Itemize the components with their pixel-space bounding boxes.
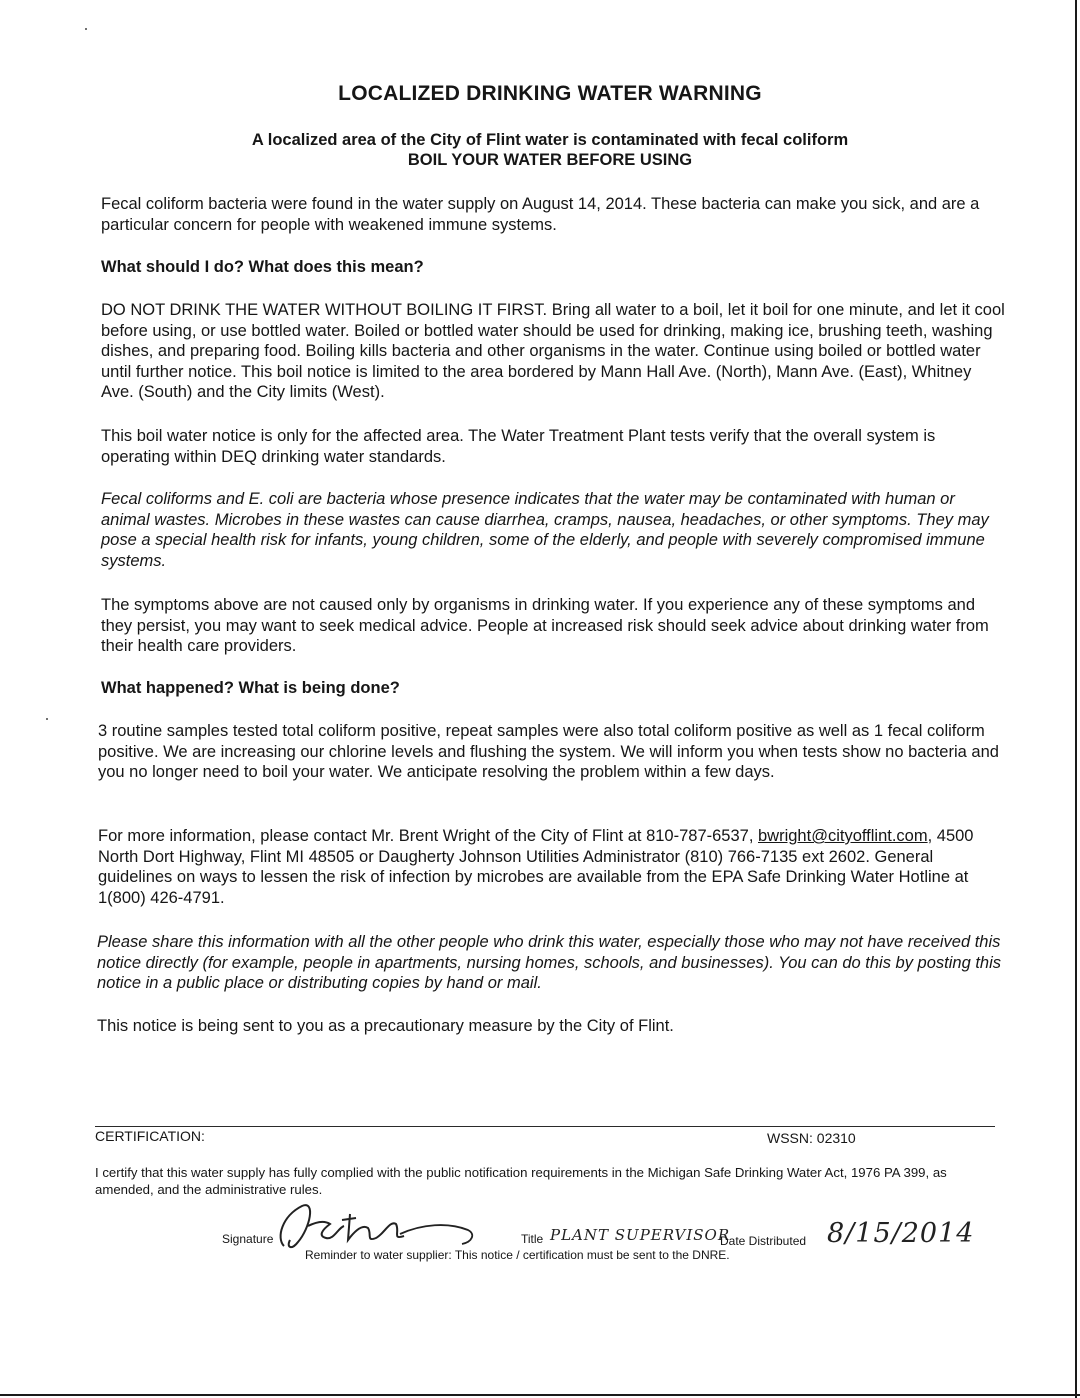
- paragraph-fecal-coliforms: [101, 489, 1006, 571]
- page-title: LOCALIZED DRINKING WATER WARNING: [338, 82, 762, 105]
- subtitle-boil-water: BOIL YOUR WATER BEFORE USING: [407, 151, 693, 169]
- affected-area-text: This boil water notice is only for the affected area. The Water Treatment Plant tests verify that the overall system is operating within DEQ drinking water standards.: [101, 427, 936, 466]
- contact-text: [98, 826, 1003, 908]
- scan-border-right: [1075, 0, 1077, 1398]
- signature-label: Signature: [222, 1232, 274, 1246]
- intro-paragraph: [101, 194, 1006, 235]
- heading-what-to-do: What should I do? What does this mean?: [101, 258, 424, 276]
- paragraph-do-not-drink: [101, 300, 1006, 403]
- contact-after: , 4500 North Dort Highway, Flint MI 48505 or Daugherty Johnson Utilities Administrator (810) 766-7135 ext 2602. General guidelines on ways to lessen the risk of infection by microbes are available from the EPA Safe Drinking Water Hotline at 1(800) 426-4791.: [98, 827, 974, 907]
- do-not-drink-text: DO NOT DRINK THE WATER WITHOUT BOILING IT FIRST. Bring all water to a boil, let it boil for one minute, and let it cool before using, or use bottled water. Boiled or bottled water should be used for drinking, making ice, brushing teeth, washing dishes, and preparing food. Boiling kills bacteria and other organisms in the water. Continue using boiled or bottled water until further notice. This boil notice is limited to the area bordered by Mann Hall Ave. (North), Mann Ave. (East), Whitney Ave. (South) and the City limits (West).: [101, 301, 1005, 402]
- symptoms-text: The symptoms above are not caused only by organisms in drinking water. If you experience any of these symptoms and they persist, you may want to seek medical advice. People at increased risk should seek advice about drinking water from their health care providers.: [101, 596, 989, 656]
- paragraph-samples: [98, 721, 1003, 783]
- fecal-coliforms-text: Fecal coliforms and E. coli are bacteria whose presence indicates that the water may be contaminated with human or animal wastes. Microbes in these wastes can cause diarrhea, cramps, nausea, headaches, or other symptoms. They may pose a special health risk for infants, young children, some of the elderly, and people with severely compromised immune systems.: [101, 490, 989, 570]
- samples-text: 3 routine samples tested total coliform positive, repeat samples were also total coliform positive as well as 1 fecal coliform positive. We are increasing our chlorine levels and flushing the system. We will inform you when tests show no bacteria and you no longer need to boil your water. We anticipate resolving the problem within a few days.: [98, 722, 999, 782]
- title-value: PLANT SUPERVISOR: [550, 1226, 731, 1244]
- contact-email-link[interactable]: bwright@cityofflint.com: [758, 827, 928, 845]
- subtitle-contamination: A localized area of the City of Flint water is contaminated with fecal coliform: [251, 131, 849, 149]
- date-distributed-value: 8/15/2014: [827, 1218, 975, 1249]
- scan-border-bottom: [0, 1394, 1080, 1396]
- certification-divider: [95, 1126, 995, 1127]
- paragraph-share: [97, 932, 1002, 994]
- paragraph-symptoms: [101, 595, 1006, 657]
- wssn-number: WSSN: 02310: [767, 1130, 856, 1146]
- reminder-text: Reminder to water supplier: This notice / certification must be sent to the DNRE.: [305, 1248, 730, 1262]
- paragraph-affected-area: [101, 426, 1006, 467]
- heading-what-happened: What happened? What is being done?: [101, 679, 400, 697]
- title-label: Title: [521, 1232, 544, 1246]
- scan-speck: [46, 718, 48, 720]
- date-distributed-label: Date Distributed: [720, 1234, 807, 1248]
- scan-speck: [85, 28, 87, 30]
- intro-text: Fecal coliform bacteria were found in the water supply on August 14, 2014. These bacteria can make you sick, and are a particular concern for people with weakened immune systems.: [101, 195, 980, 234]
- precaution-text: This notice is being sent to you as a precautionary measure by the City of Flint.: [97, 1017, 674, 1035]
- paragraph-contact: [98, 826, 1003, 908]
- contact-before: For more information, please contact Mr. Brent Wright of the City of Flint at 810-787-6537,: [98, 827, 758, 845]
- certification-text: I certify that this water supply has fully complied with the public notification requirements in the Michigan Safe Drinking Water Act, 1976 PA 399, as amended, and the administrative rules.: [95, 1165, 947, 1197]
- paragraph-precaution: [97, 1016, 1002, 1037]
- share-text: Please share this information with all the other people who drink this water, especially those who may not have received this notice directly (for example, people in apartments, nursing homes, schools, and businesses). You can do this by posting this notice in a public place or distributing copies by hand or mail.: [97, 933, 1002, 993]
- certification-label: CERTIFICATION:: [95, 1128, 205, 1144]
